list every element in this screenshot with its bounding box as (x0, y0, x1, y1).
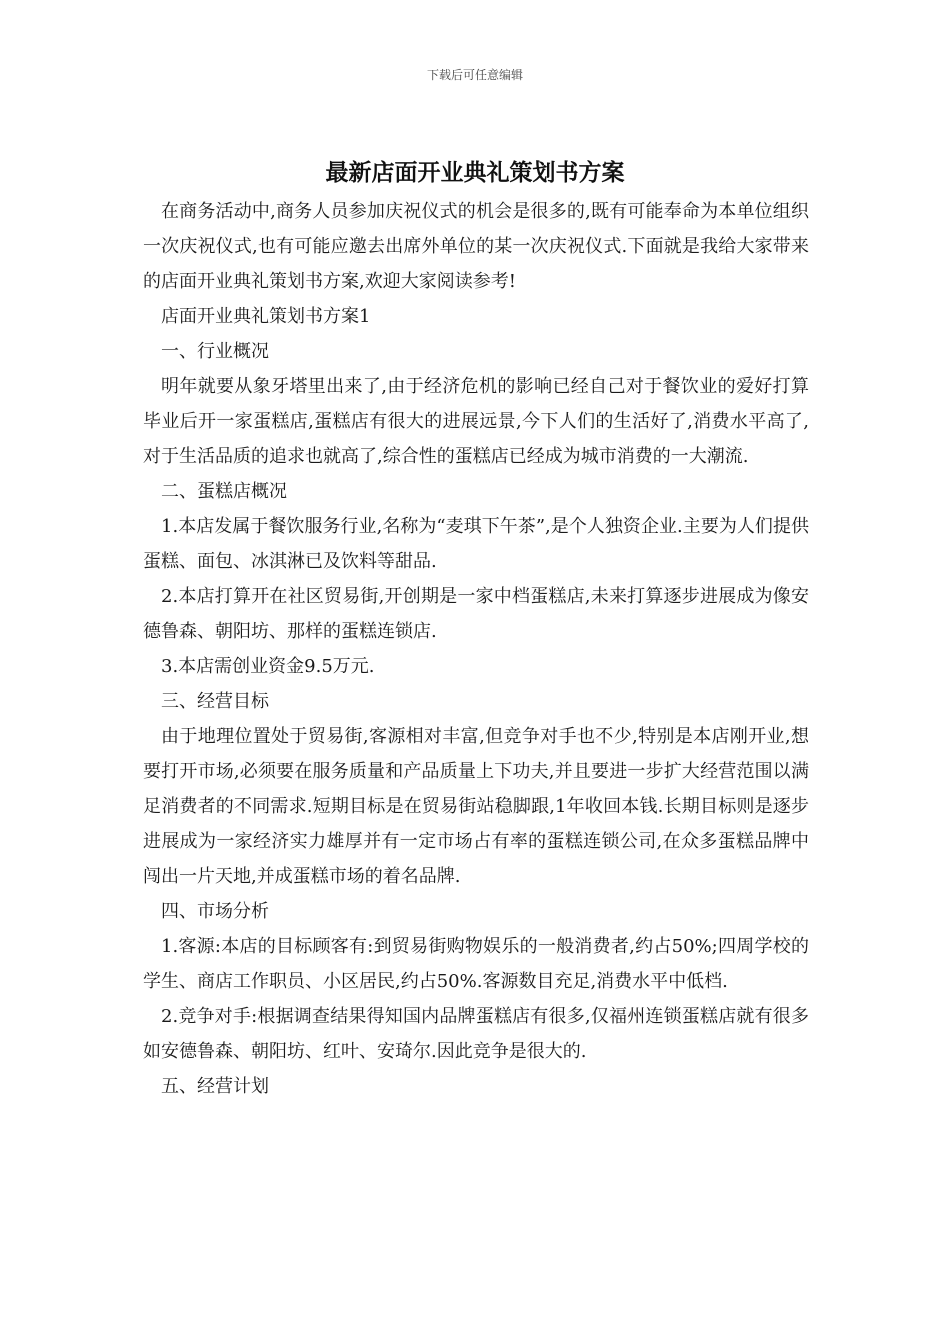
section-heading-market: 四、市场分析 (161, 901, 269, 922)
paragraph-market-2: 2.竞争对手:根据调查结果得知国内品牌蛋糕店有很多,仅福州连锁蛋糕店就有很多如安德鲁森、朝阳坊、红叶、安琦尔.因此竞争是很大的. (143, 1006, 809, 1062)
paragraph-industry: 明年就要从象牙塔里出来了,由于经济危机的影响已经自己对于餐饮业的爱好打算毕业后开一家蛋糕店,蛋糕店有很大的进展远景,今下人们的生活好了,消费水平高了,对于生活品质的追求也就高了,综合性的蛋糕店已经成为城市消费的一大潮流. (143, 376, 809, 467)
header-note: 下载后可任意编辑 (426, 68, 523, 82)
section-heading-plan: 五、经营计划 (161, 1076, 269, 1097)
section-heading-shop: 二、蛋糕店概况 (161, 481, 287, 502)
intro-paragraph: 在商务活动中,商务人员参加庆祝仪式的机会是很多的,既有可能奉命为本单位组织一次庆祝仪式,也有可能应邀去出席外单位的某一次庆祝仪式.下面就是我给大家带来的店面开业典礼策划书方案,欢迎大家阅读参考! (143, 201, 809, 292)
plan-heading: 店面开业典礼策划书方案1 (161, 306, 371, 327)
paragraph-goals: 由于地理位置处于贸易街,客源相对丰富,但竞争对手也不少,特别是本店刚开业,想要打开市场,必须要在服务质量和产品质量上下功夫,并且要进一步扩大经营范围以满足消费者的不同需求.短期目标是在贸易街站稳脚跟,1年收回本钱.长期目标则是逐步进展成为一家经济实力雄厚并有一定市场占有率的蛋糕连锁公司,在众多蛋糕品牌中闯出一片天地,并成蛋糕市场的着名品牌. (143, 726, 809, 887)
paragraph-shop-3: 3.本店需创业资金9.5万元. (161, 656, 375, 677)
section-heading-goals: 三、经营目标 (161, 691, 269, 712)
section-heading-industry: 一、行业概况 (161, 341, 269, 362)
document-title: 最新店面开业典礼策划书方案 (325, 160, 625, 186)
paragraph-shop-1: 1.本店发属于餐饮服务行业,名称为“麦琪下午茶”,是个人独资企业.主要为人们提供蛋糕、面包、冰淇淋已及饮料等甜品. (143, 516, 809, 572)
document-body (143, 194, 809, 1104)
paragraph-market-1: 1.客源:本店的目标顾客有:到贸易街购物娱乐的一般消费者,约占50%;四周学校的学生、商店工作职员、小区居民,约占50%.客源数目充足,消费水平中低档. (143, 936, 809, 992)
paragraph-shop-2: 2.本店打算开在社区贸易街,开创期是一家中档蛋糕店,未来打算逐步进展成为像安德鲁森、朝阳坊、那样的蛋糕连锁店. (143, 586, 809, 642)
